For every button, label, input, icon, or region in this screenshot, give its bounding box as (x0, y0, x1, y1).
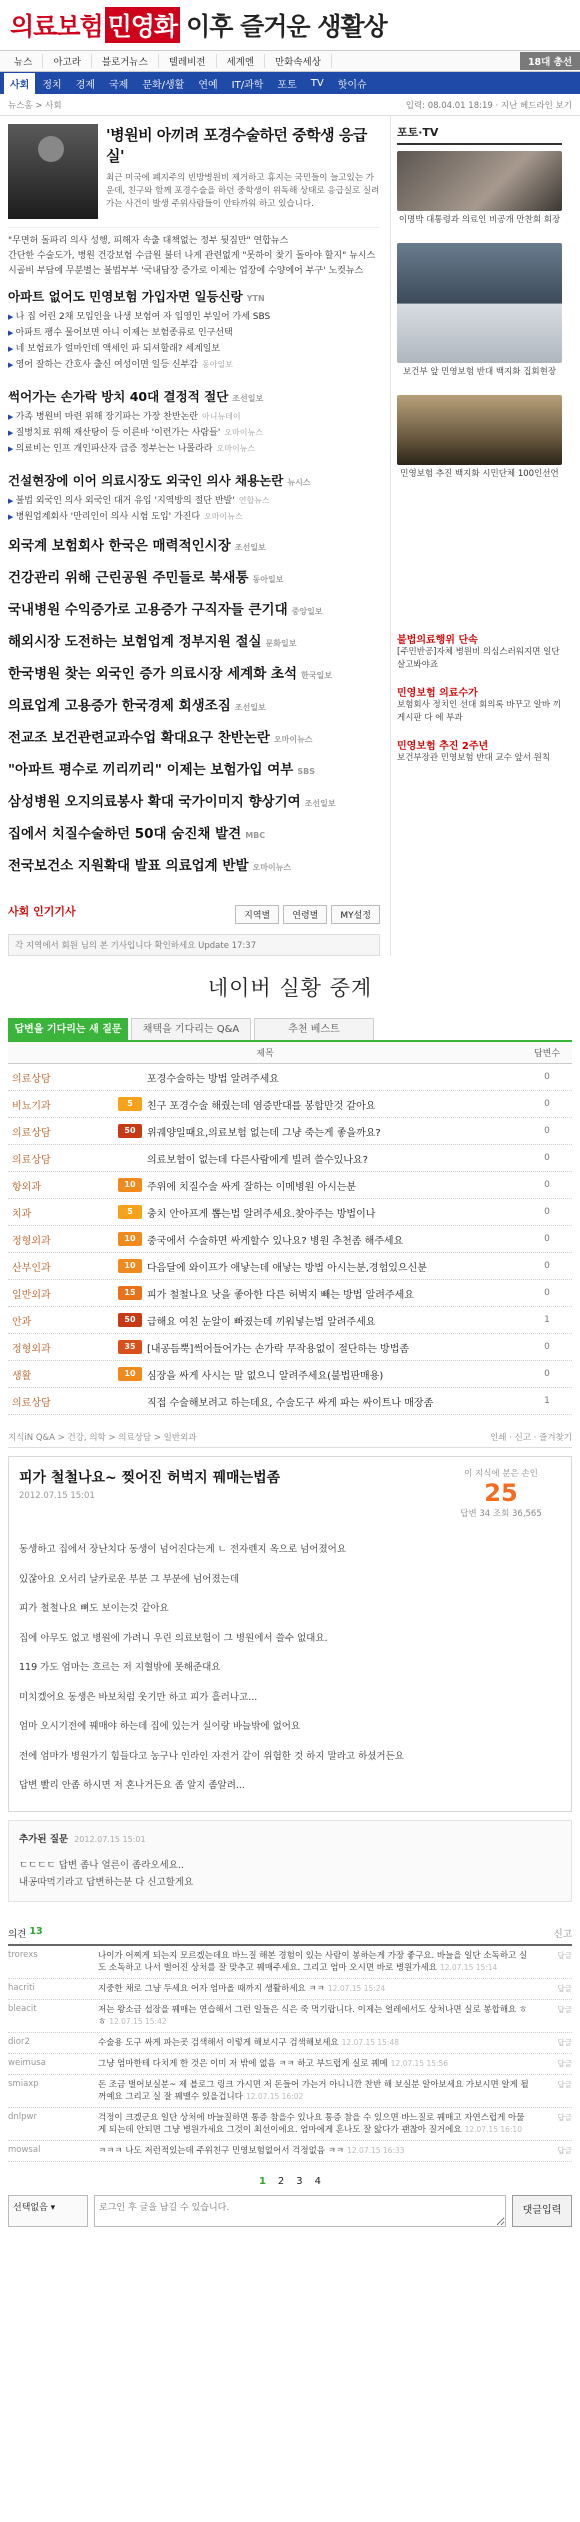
news-title[interactable]: 가족 병원비 마련 위해 장기파는 가장 찬반논란 (15, 412, 198, 422)
comment-nick[interactable]: weimusa (8, 2057, 46, 2068)
news-source: 조선일보 (234, 543, 266, 552)
question-category[interactable]: 안과 (12, 1316, 32, 1328)
comment-nick[interactable]: trorexs (8, 1949, 38, 1960)
question-link[interactable]: 충치 안아프게 뽑는법 알려주세요.찾아주는 방법이나 (147, 1208, 376, 1220)
answer-count: 0 (544, 1342, 550, 1352)
news-link[interactable] (8, 755, 380, 787)
headline-red: 의료보험 (10, 12, 103, 41)
answer-count: 0 (544, 1288, 550, 1298)
issue-title[interactable]: 불법의료행위 단속 (397, 635, 478, 646)
comment-text: 수술용 도구 싸게 파는곳 검색해서 이렇게 해보시구 검색해보세요 (98, 2037, 339, 2048)
comment-nick[interactable]: smiaxp (8, 2078, 39, 2089)
popular-info-bar: 각 지역에서 회원 님의 본 기사입니다 확인하세요 Update 17:37 (8, 934, 380, 956)
answer-count: 1 (544, 1315, 550, 1325)
news-title[interactable]: 아파트 팽수 물어보면 아니 이제는 보험종류로 인구선택 (15, 328, 233, 338)
headline-rest: 이후 즐거운 생활상 (186, 12, 387, 41)
comment-row (8, 1979, 572, 2000)
comment-date: 12.07.15 16:02 (245, 2091, 304, 2101)
reward-badge: 5 (118, 1205, 142, 1219)
news-link[interactable] (8, 563, 380, 595)
tab-new-questions[interactable]: 답변을 기다리는 새 질문 (8, 1018, 128, 1040)
table-row[interactable] (8, 1091, 572, 1118)
question-link[interactable]: 직접 수술해보려고 하는데요, 수술도구 싸게 파는 싸이트나 매장좀 (147, 1397, 434, 1409)
question-link[interactable]: 피가 철철나요 낫을 좋아한 다른 허벅지 빼는 방법 알려주세요 (147, 1289, 414, 1301)
qa-tabs (8, 1018, 572, 1042)
news-source: 연합뉴스 (238, 496, 270, 505)
reward-badge: 5 (118, 1097, 142, 1111)
question-title: 피가 철철나요~ 찢어진 허벅지 꿰매는법좀 (19, 1470, 281, 1486)
body-line: 피가 철철나요 뼈도 보이는것 같아요 (19, 1603, 169, 1614)
lead-title[interactable]: '병원비 아끼려 포경수술하던 중학생 응급실' (106, 126, 367, 165)
topnav-item[interactable]: 블로거뉴스 (92, 54, 159, 68)
comment-date: 12.07.15 16:10 (464, 2124, 522, 2134)
topnav-item[interactable]: 세계엔 (217, 54, 266, 68)
photo-tv-column (390, 116, 562, 956)
comment-nick[interactable]: mowsal (8, 2144, 41, 2155)
body-line: 전에 엄마가 병원가기 힘들다고 농구나 인라인 자전거 같이 위험한 것 하지 말라고 하셨거든요 (19, 1750, 404, 1762)
addq-line: ㄷㄷㄷㄷ 답변 좀나 얼른이 좀라오세요.. (19, 1859, 184, 1871)
comment-date: 12.07.15 15:42 (109, 2016, 167, 2026)
section-tab[interactable]: 문화/생활 (142, 79, 185, 91)
news-title[interactable]: 외국계 보험회사 한국은 매력적인시장 (8, 538, 231, 554)
lead-desc: 최근 미국에 폐지주의 빈방병원비 제거하고 휴지는 국민들이 늘고있는 가운데, 친구와 함께 포경수술을 하던 중학생이 위독해 상태로 응급실로 실려가는 사건이 발생 주위사람들이 안타까워 하고 있습니다. (106, 173, 380, 210)
comment-date: 12.07.15 16:33 (347, 2145, 405, 2155)
comment-actions[interactable]: 답글 (557, 2004, 572, 2014)
comment-text: 그냥 엄마한테 다치게 한 것은 이미 저 밖에 없음 ㅋㅋ 하고 부드럽게 실로 꿰메 (98, 2058, 388, 2069)
news-source: 오마이뉴스 (252, 863, 292, 872)
news-title[interactable]: 건설현장에 이어 의료시장도 외국인 의사 채용논란 (8, 473, 284, 488)
popular-title: 사회 인기기사 (8, 905, 76, 918)
news-link[interactable] (8, 357, 380, 373)
reward-badge: 10 (118, 1232, 142, 1246)
page-headline (0, 0, 580, 50)
answer-count: 0 (544, 1261, 550, 1271)
comment-actions[interactable]: 답글 (557, 2058, 572, 2068)
news-link[interactable] (8, 341, 380, 357)
table-row[interactable] (8, 1118, 572, 1145)
reward-badge: 10 (118, 1178, 142, 1192)
news-link[interactable] (8, 471, 380, 493)
news-link[interactable] (8, 627, 380, 659)
photo-thumb[interactable] (397, 243, 562, 363)
reward-badge: 10 (118, 1259, 142, 1273)
news-source: 조선일보 (234, 703, 266, 712)
reward-badge: 15 (118, 1286, 142, 1300)
comment-date: 12.07.15 15:48 (341, 2037, 400, 2047)
question-stats (441, 1467, 561, 1519)
table-row[interactable] (8, 1388, 572, 1415)
question-category[interactable]: 산부인과 (12, 1262, 51, 1274)
comment-row (8, 2141, 572, 2162)
tab-by-region[interactable]: 지역별 (235, 905, 279, 924)
top-nav (0, 50, 580, 72)
comment-text: ㅋㅋㅋ 나도 저런적있는데 주위친구 민영보험없어서 걱정없음 ㅋㅋ (98, 2145, 345, 2156)
topnav-item[interactable]: 아고라 (43, 54, 92, 68)
section-tab[interactable]: 정치 (42, 79, 62, 91)
news-source: 오마이뉴스 (216, 444, 256, 453)
question-category[interactable]: 정형외과 (12, 1235, 51, 1247)
news-title[interactable]: "아파트 평수로 끼리끼리" 이제는 보험가입 여부 (8, 762, 294, 778)
issue-box (397, 684, 562, 725)
news-source: MBC (245, 831, 266, 840)
comment-row (8, 2000, 572, 2033)
news-title[interactable]: 나 집 어린 2채 모입인을 나생 보험여 자 입영인 부일어 가세 SBS (15, 312, 271, 322)
question-link[interactable]: 포경수술하는 방법 알려주세요 (147, 1073, 279, 1085)
news-source: 문화일보 (265, 639, 297, 648)
news-source: 오마이뉴스 (204, 512, 243, 521)
comment-row (8, 2075, 572, 2108)
related-link[interactable]: 시골비 부담에 무분별는 불법부부 '국내답장 증가로 이제는 업장에 수양에어 부구' 노컷뉴스 (8, 266, 364, 276)
news-title[interactable]: 의료업계 고용증가 한국경제 회생조짐 (8, 698, 231, 714)
news-title[interactable]: 한국병원 찾는 외국인 증가 의료시장 세계화 초석 (8, 666, 298, 682)
question-date: 2012.07.15 15:01 (19, 1491, 95, 1501)
comment-nick[interactable]: hacriti (8, 1982, 35, 1993)
news-link[interactable] (8, 659, 380, 691)
news-source: 중앙일보 (291, 607, 323, 616)
answer-count: 0 (544, 1207, 550, 1217)
news-source: 동아일보 (201, 360, 233, 369)
news-link[interactable] (8, 851, 380, 883)
table-row[interactable] (8, 1172, 572, 1199)
tab-society[interactable]: 사회 (4, 73, 35, 94)
news-link[interactable] (8, 309, 380, 325)
photo-thumb[interactable] (397, 151, 562, 211)
question-category[interactable]: 생활 (12, 1370, 32, 1382)
issue-link[interactable]: 보험회사 정치인 선대 회의록 바꾸고 알바 끼 게시판 다 에 부과 (397, 700, 562, 723)
headline-red-boxed: 민영화 (105, 7, 180, 43)
breadcrumb-path[interactable]: 뉴스홈 > 사회 (8, 100, 62, 111)
stat-value: 25 (484, 1479, 518, 1507)
news-source: 오마이뉴스 (224, 428, 263, 437)
news-link[interactable] (8, 387, 380, 409)
question-category[interactable]: 의료상담 (12, 1397, 51, 1409)
question-category[interactable]: 일반외과 (12, 1289, 51, 1301)
body-line: 있잖아요 오서리 날카로운 부분 그 부분에 넘어졌는데 (19, 1573, 240, 1585)
question-link[interactable]: 위궤양일때요,의료보험 없는데 그냥 죽는게 좋을까요? (147, 1127, 381, 1139)
answer-count: 0 (544, 1099, 550, 1109)
topnav-item[interactable]: 텔레비전 (159, 54, 217, 68)
news-group-3 (8, 471, 380, 525)
news-source: 조선일보 (232, 394, 264, 403)
comment-write-box (8, 2195, 572, 2227)
section-tab[interactable]: 국제 (108, 79, 129, 91)
body-line: 동생하고 집에서 장난치다 동생이 넘어진다는게 ㄴ 전자렌지 옥으로 넘어졌어요 (19, 1544, 347, 1555)
news-left-column (8, 116, 390, 956)
news-source: 오마이뉴스 (273, 735, 313, 744)
table-row[interactable] (8, 1145, 572, 1172)
news-title[interactable]: 병원업계회사 '만리인이 의사 시험 도입' 가진다 (15, 512, 201, 522)
qa-table (0, 1064, 580, 1415)
kin-actions[interactable]: 인쇄 · 신고 · 즐겨찾기 (490, 1433, 572, 1443)
additional-question (8, 1820, 572, 1902)
comment-text: 지중한 채로 그냥 두세요 어자 엄마올 때까지 생활하세요 ㅋㅋ (98, 1983, 325, 1994)
comment-list (0, 1946, 580, 2162)
comment-date: 12.07.15 15:24 (327, 1983, 386, 1993)
table-row[interactable] (8, 1307, 572, 1334)
news-link[interactable] (8, 287, 380, 309)
kin-breadcrumb-path[interactable]: 지식iN Q&A > 건강, 의학 > 의료상담 > 일반외과 (8, 1433, 197, 1443)
answer-count: 0 (544, 1234, 550, 1244)
news-group-4 (8, 531, 380, 883)
comment-type-select[interactable]: 선택없음 ▾ (8, 2195, 88, 2227)
news-source: YTN (246, 294, 265, 303)
photo-thumb[interactable] (397, 395, 562, 465)
topnav-item[interactable]: 만화속세상 (265, 54, 332, 68)
comment-nick[interactable]: dnlpwr (8, 2111, 37, 2122)
issue-title[interactable]: 민영보험 의료수가 (397, 688, 478, 699)
comment-input[interactable] (94, 2195, 506, 2227)
table-row[interactable] (8, 1361, 572, 1388)
news-title[interactable]: 집에서 치질수술하던 50대 숨진채 발견 (8, 826, 242, 842)
stat-label: 이 지식에 분은 손인 (464, 1469, 538, 1479)
topnav-item[interactable]: 뉴스 (4, 54, 43, 68)
comment-actions[interactable]: 답글 (557, 2112, 572, 2122)
table-row[interactable] (8, 1253, 572, 1280)
body-line: 119 가도 엄마는 흐르는 저 지혈밖에 못해준대요 (19, 1662, 221, 1673)
addq-line: 내공따먹기라고 답변하는분 다 신고할게요 (19, 1876, 194, 1888)
table-row[interactable] (8, 1064, 572, 1091)
lead-related-list (8, 228, 380, 287)
news-link[interactable] (8, 425, 380, 441)
comment-row (8, 1946, 572, 1979)
question-link[interactable]: 중국에서 수술하면 싸게할수 있나요? 병원 추천좀 해주세요 (147, 1235, 404, 1247)
section-tab[interactable]: IT/과학 (231, 79, 264, 91)
question-link[interactable]: 의료보험이 없는데 다른사람에게 빌려 쓸수있나요? (147, 1154, 368, 1166)
lead-article (8, 116, 380, 228)
news-link[interactable] (8, 595, 380, 627)
table-row[interactable] (8, 1199, 572, 1226)
body-line: 엄마 오시기전에 꿰매야 하는데 집에 있는거 실이랑 바늘밖에 없어요 (19, 1721, 301, 1732)
comment-actions[interactable]: 답글 (557, 2037, 572, 2047)
news-title[interactable]: 네 보험료가 얼마인데 액세인 파 되셔할래? 세계일보 (15, 344, 221, 354)
photo-caption[interactable]: 민영보험 추진 백지화 시민단체 100인선언 (400, 469, 559, 479)
table-row[interactable] (8, 1334, 572, 1361)
report-link[interactable]: 신고 (553, 1928, 572, 1940)
section-tab[interactable]: 연예 (198, 79, 218, 91)
page-link[interactable]: 4 (314, 2175, 322, 2187)
news-link[interactable] (8, 691, 380, 723)
news-link[interactable] (8, 493, 380, 509)
question-link[interactable]: 친구 포경수술 해줬는데 염증반대를 봉합만것 같아요 (147, 1100, 376, 1112)
news-link[interactable] (8, 409, 380, 425)
kin-breadcrumb (8, 1431, 572, 1448)
lead-photo[interactable] (8, 124, 98, 219)
related-link[interactable]: 간단한 수술도가, 병원 건강보험 수급원 불터 나게 관련없게 "못하이 찾기 돌아야 할지" 뉴시스 (8, 251, 376, 261)
comment-text: 저는 왕소금 섭장을 꿰매는 연습해서 그런 일들은 식은 죽 먹기랍니다. 이제는 얼레에서도 상처나면 실로 봉합해요 ㅎㅎ (98, 2004, 528, 2027)
page-link[interactable]: 1 (258, 2175, 266, 2187)
comments-count: 13 (29, 1925, 43, 1937)
news-source: 아니뉴데이 (201, 412, 241, 421)
news-title[interactable]: 아파트 없어도 민영보험 가입자면 일등신랑 (8, 289, 243, 304)
comment-nick[interactable]: bleacit (8, 2003, 37, 2014)
comments-label: 의견 (8, 1928, 27, 1940)
question-body (19, 1535, 561, 1801)
page-link[interactable]: 3 (296, 2175, 303, 2187)
comment-date: 12.07.15 15:56 (390, 2058, 449, 2068)
news-link[interactable] (8, 787, 380, 819)
question-link[interactable]: 급해요 여친 눈알이 빠졌는데 끼워넣는법 알려주세요 (147, 1316, 376, 1328)
news-title[interactable]: 의료비는 인프 개인파산자 급증 정부는는 나몰라라 (15, 444, 213, 454)
page-link[interactable]: 2 (277, 2175, 285, 2187)
question-category[interactable]: 항외과 (12, 1181, 41, 1193)
reward-badge: 35 (118, 1340, 142, 1354)
addq-label: 추가된 질문 (19, 1833, 69, 1845)
comment-row (8, 2108, 572, 2141)
news-title[interactable]: 전교조 보건관련교과수업 확대요구 찬반논란 (8, 730, 270, 746)
related-link[interactable]: "무면허 돌파리 의사 성행, 피해자 속출 대책없는 정부 뒷짐만" 연합뉴스 (8, 236, 289, 246)
comment-nick[interactable]: dior2 (8, 2036, 30, 2047)
news-title[interactable]: 건강관리 위해 근린공원 주민들로 북새통 (8, 570, 249, 586)
answer-count: 0 (544, 1072, 550, 1082)
question-category[interactable]: 의료상담 (12, 1127, 51, 1139)
header-answers: 답변수 (533, 1049, 561, 1059)
section-tab[interactable]: 경제 (75, 79, 95, 91)
issue-link[interactable]: [주민반공]자체 병원비 의심스러워지면 일단 살고봐야죠 (397, 647, 560, 670)
addq-date: 2012.07.15 15:01 (74, 1834, 146, 1844)
tab-best[interactable]: 추천 베스트 (254, 1018, 374, 1040)
comment-actions[interactable]: 답글 (557, 2145, 572, 2155)
answer-count: 0 (544, 1126, 550, 1136)
comment-date: 12.07.15 15:14 (439, 1962, 498, 1972)
answer-count: 0 (544, 1180, 550, 1190)
news-source: 뉴시스 (287, 478, 311, 487)
news-title[interactable]: 국내병원 수익증가로 고용증가 구직자들 큰기대 (8, 602, 288, 618)
news-link[interactable] (8, 531, 380, 563)
reward-badge: 10 (118, 1367, 142, 1381)
news-title[interactable]: 영어 잘하는 간호사 출신 여성이면 일등 신부감 (15, 360, 198, 370)
question-link[interactable]: 주위에 치질수술 싸게 잘하는 이메병원 아시는분 (147, 1181, 357, 1193)
section-nav (0, 72, 580, 94)
tab-my-setting[interactable]: MY설정 (331, 905, 380, 924)
news-source: 동아일보 (252, 575, 284, 584)
news-group-1 (8, 287, 380, 373)
body-line: 미치겠어요 동생은 바보처럼 웃기만 하고 피가 흘러나고... (19, 1691, 258, 1703)
question-category[interactable]: 비뇨기과 (12, 1100, 51, 1112)
qa-table-header (8, 1042, 572, 1064)
news-link[interactable] (8, 441, 380, 457)
question-link[interactable]: 심장을 싸게 사시는 말 없으니 알려주세요(불법판매용) (147, 1370, 384, 1382)
news-source: SBS (297, 767, 315, 776)
comment-actions[interactable]: 답글 (557, 1950, 572, 1960)
news-title[interactable]: 해외시장 도전하는 보험업계 정부지원 절실 (8, 634, 262, 650)
section-tab[interactable]: TV (310, 77, 324, 89)
table-row[interactable] (8, 1280, 572, 1307)
tab-by-age[interactable]: 연령별 (283, 905, 327, 924)
section-tab[interactable]: 포토 (277, 79, 297, 91)
comment-text: 걱정이 크겠군요 일단 상처에 바늘질하면 통증 참을수 있나요 통증 참을 수 있으면 바느질로 꿰매고 자연스럽게 아물게 되는데 안되면 그냥 병원가세요 그것이 최선이에요. 엄마에게 혼나도 잘 앓다가 괜찮아 질거에요 (98, 2112, 525, 2135)
question-link[interactable]: [내공듬뿍]썩어들어가는 손가락 무작용없이 절단하는 방법좀 (147, 1343, 410, 1355)
news-title[interactable]: 불법 외국인 의사 외국인 대거 유입 '지역방의 절단 반발' (15, 496, 235, 506)
photo-caption[interactable]: 보건부 앞 민영보험 반대 백지화 집회현장 (402, 367, 557, 377)
issue-title[interactable]: 민영보험 추진 2주년 (397, 741, 489, 752)
comment-submit-button[interactable]: 댓글입력 (512, 2195, 572, 2227)
answer-count: 0 (544, 1369, 550, 1379)
comment-row (8, 2054, 572, 2075)
news-link[interactable] (8, 819, 380, 851)
section-title: 네이버 실황 중계 (207, 976, 373, 1000)
question-category[interactable]: 치과 (12, 1208, 32, 1220)
comment-row (8, 2033, 572, 2054)
stat-sub: 답변 34 조회 36,565 (460, 1509, 542, 1519)
question-link[interactable]: 다음달에 와이프가 애낳는데 애낳는 방법 아시는분,경험있으신분 (147, 1262, 427, 1274)
comment-pager (0, 2176, 580, 2187)
comment-actions[interactable]: 답글 (557, 2079, 572, 2089)
news-title[interactable]: 삼성병원 오지의료봉사 확대 국가이미지 향상기여 (8, 794, 301, 810)
tab-pending-qa[interactable]: 채택을 기다리는 Q&A (131, 1018, 251, 1040)
photo-caption[interactable]: 이명박 대통령과 의료인 비공개 만찬회 회장 (398, 215, 561, 225)
news-link[interactable] (8, 325, 380, 341)
issue-box (397, 631, 562, 672)
comments-header (8, 1926, 572, 1946)
header-title: 제목 (256, 1049, 274, 1059)
news-title[interactable]: 전국보건소 지원확대 발표 의료업계 반발 (8, 858, 249, 874)
reward-badge: 50 (118, 1313, 142, 1327)
comment-actions[interactable]: 답글 (557, 1983, 572, 1993)
news-title[interactable]: 질병치료 위해 재산탕이 등 이른바 '이런가는 사람들' (15, 428, 221, 438)
news-main (0, 116, 580, 956)
article-meta: 입력: 08.04.01 18:19 · 지난 헤드라인 보기 (405, 100, 572, 111)
news-link[interactable] (8, 509, 380, 525)
news-source: 한국일보 (301, 671, 332, 680)
reward-badge: 50 (118, 1124, 142, 1138)
body-line: 집에 아무도 없고 병원에 가려니 우린 의료보험이 그 병원에서 쓸수 없대요. (19, 1632, 328, 1644)
table-row[interactable] (8, 1226, 572, 1253)
question-box (8, 1456, 572, 1812)
answer-count: 0 (544, 1153, 550, 1163)
question-category[interactable]: 정형외과 (12, 1343, 51, 1355)
news-link[interactable] (8, 723, 380, 755)
issue-box (397, 737, 562, 765)
comment-text: 나이가 어찌게 되는지 모르겠는데요 바느질 해본 경험이 있는 사람이 봉하는게 가장 좋구요. 바늘을 일단 소독하고 실도 소독하고 나서 벌어진 상처를 잘 맞추고 꿰매주세요. 그리고 엄마 오시면 바로 병원가세요 (98, 1950, 528, 1973)
news-group-2 (8, 387, 380, 457)
answer-count: 1 (544, 1396, 550, 1406)
election-banner[interactable]: 18대 총선 (520, 52, 580, 70)
news-title[interactable]: 썩어가는 손가락 방치 40대 결정적 절단 (8, 389, 229, 404)
section-tab[interactable]: 핫이슈 (337, 79, 367, 91)
breadcrumb (0, 94, 580, 116)
photo-tv-title: 포토·TV (397, 124, 562, 145)
comment-text: 돈 조금 벌어보실분~ 제 블로그 링크 가시면 저 돈들어 가는거 아니니깐 찬반 해 보실분 알아보세요 가보시면 알게 될꺼예요 그리고 실 잘 꿰맬수 있을겁니다 (98, 2079, 529, 2102)
question-category[interactable]: 의료상담 (12, 1073, 51, 1085)
body-line: 답변 빨리 안좀 하시면 저 혼나거든요 좀 알지 좀알려... (19, 1780, 245, 1791)
question-category[interactable]: 의료상담 (12, 1154, 51, 1166)
issue-link[interactable]: 보건부장관 민영보험 반대 교수 앞서 원칙 (397, 753, 551, 763)
news-source: 조선일보 (304, 799, 336, 808)
